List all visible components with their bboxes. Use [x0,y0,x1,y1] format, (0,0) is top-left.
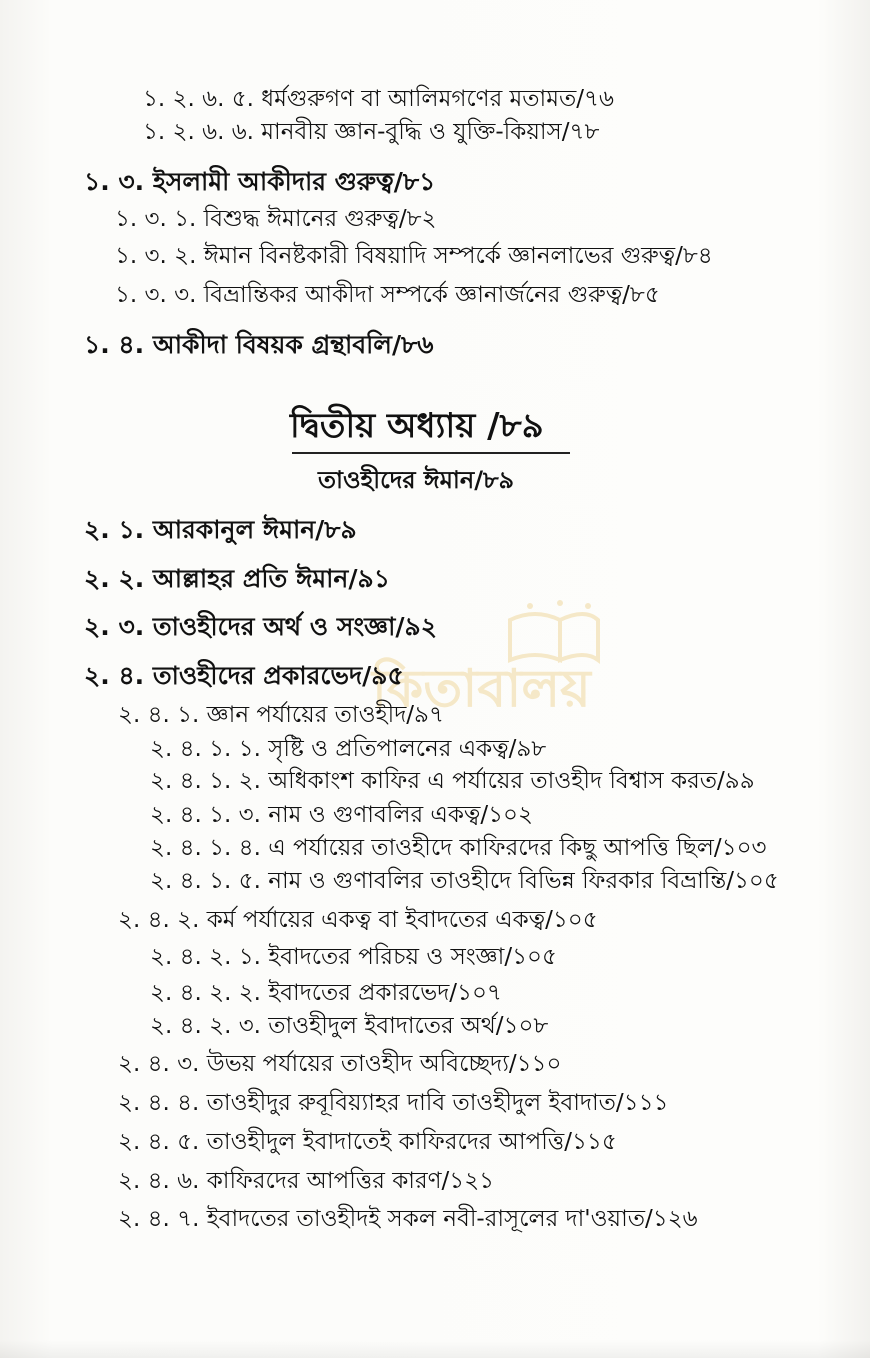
toc-entry: ২. ৪. ২. কর্ম পর্যায়ের একত্ব বা ইবাদতের একত্ব/১০৫ [118,907,598,933]
toc-entry: ১. ৩. ২. ঈমান বিনষ্টকারী বিষয়াদি সম্পর্কে জ্ঞানলাভের গুরুত্ব/৮৪ [115,243,713,269]
toc-entry: ২. ৪. ৩. উভয় পর্যায়ের তাওহীদ অবিচ্ছেদ্য/১১০ [118,1051,562,1077]
publisher-watermark: কিতাবালয় [372,659,591,719]
page-bottom-edge [0,1340,870,1358]
toc-entry: ১. ৩. ৩. বিভ্রান্তিকর আকীদা সম্পর্কে জ্ঞানার্জনের গুরুত্ব/৮৫ [115,282,660,308]
toc-section-heading: ২. ৪. তাওহীদের প্রকারভেদ/৯৫ [84,661,404,690]
toc-entry: ২. ৪. ২. ১. ইবাদতের পরিচয় ও সংজ্ঞা/১০৫ [150,944,557,970]
chapter-title-underline [292,452,570,454]
toc-section-heading: ২. ২. আল্লাহর প্রতি ঈমান/৯১ [84,564,390,593]
chapter-subtitle: তাওহীদের ঈমান/৮৯ [318,466,515,494]
toc-entry: ২. ৪. ৭. ইবাদতের তাওহীদই সকল নবী-রাসূলের দা'ওয়াত/১২৬ [118,1206,698,1232]
toc-section-heading: ১. ৪. আকীদা বিষয়ক গ্রন্থাবলি/৮৬ [84,330,434,359]
chapter-title: দ্বিতীয় অধ্যায় /৮৯ [290,406,544,446]
toc-entry: ১. ২. ৬. ৬. মানবীয় জ্ঞান-বুদ্ধি ও যুক্তি-কিয়াস/৭৮ [143,119,600,145]
toc-entry: ২. ৪. ২. ৩. তাওহীদুল ইবাদাতের অর্থ/১০৮ [150,1013,549,1039]
toc-entry: ২. ৪. ১. ৫. নাম ও গুণাবলির তাওহীদে বিভিন্ন ফিরকার বিভ্রান্তি/১০৫ [150,868,779,894]
toc-entry: ১. ৩. ১. বিশুদ্ধ ঈমানের গুরুত্ব/৮২ [115,206,437,232]
toc-entry: ২. ৪. ১. ২. অধিকাংশ কাফির এ পর্যায়ের তাওহীদ বিশ্বাস করত/৯৯ [150,768,755,794]
toc-section-heading: ২. ১. আরকানুল ঈমান/৮৯ [84,515,357,544]
toc-section-heading: ২. ৩. তাওহীদের অর্থ ও সংজ্ঞা/৯২ [84,612,437,641]
toc-entry: ২. ৪. ২. ২. ইবাদতের প্রকারভেদ/১০৭ [150,980,502,1006]
toc-section-heading: ১. ৩. ইসলামী আকীদার গুরুত্ব/৮১ [84,167,436,196]
toc-entry: ২. ৪. ১. ৩. নাম ও গুণাবলির একত্ব/১০২ [150,802,533,828]
toc-entry: ২. ৪. ৬. কাফিরদের আপত্তির কারণ/১২১ [118,1168,495,1194]
toc-entry: ২. ৪. ৫. তাওহীদুল ইবাদাতেই কাফিরদের আপত্তি/১১৫ [118,1129,617,1155]
toc-entry: ২. ৪. ১. ৪. এ পর্যায়ের তাওহীদে কাফিরদের কিছু আপত্তি ছিল/১০৩ [150,835,767,861]
toc-entry: ২. ৪. ১. জ্ঞান পর্যায়ের তাওহীদ/৯৭ [118,702,444,728]
toc-entry: ২. ৪. ১. ১. সৃষ্টি ও প্রতিপালনের একত্ব/৯৮ [150,736,547,762]
toc-entry: ২. ৪. ৪. তাওহীদুর রুবূবিয়্যাহর দাবি তাওহীদুল ইবাদাত/১১১ [118,1090,669,1116]
toc-entry: ১. ২. ৬. ৫. ধর্মগুরুগণ বা আলিমগণের মতামত/৭৬ [143,86,614,112]
